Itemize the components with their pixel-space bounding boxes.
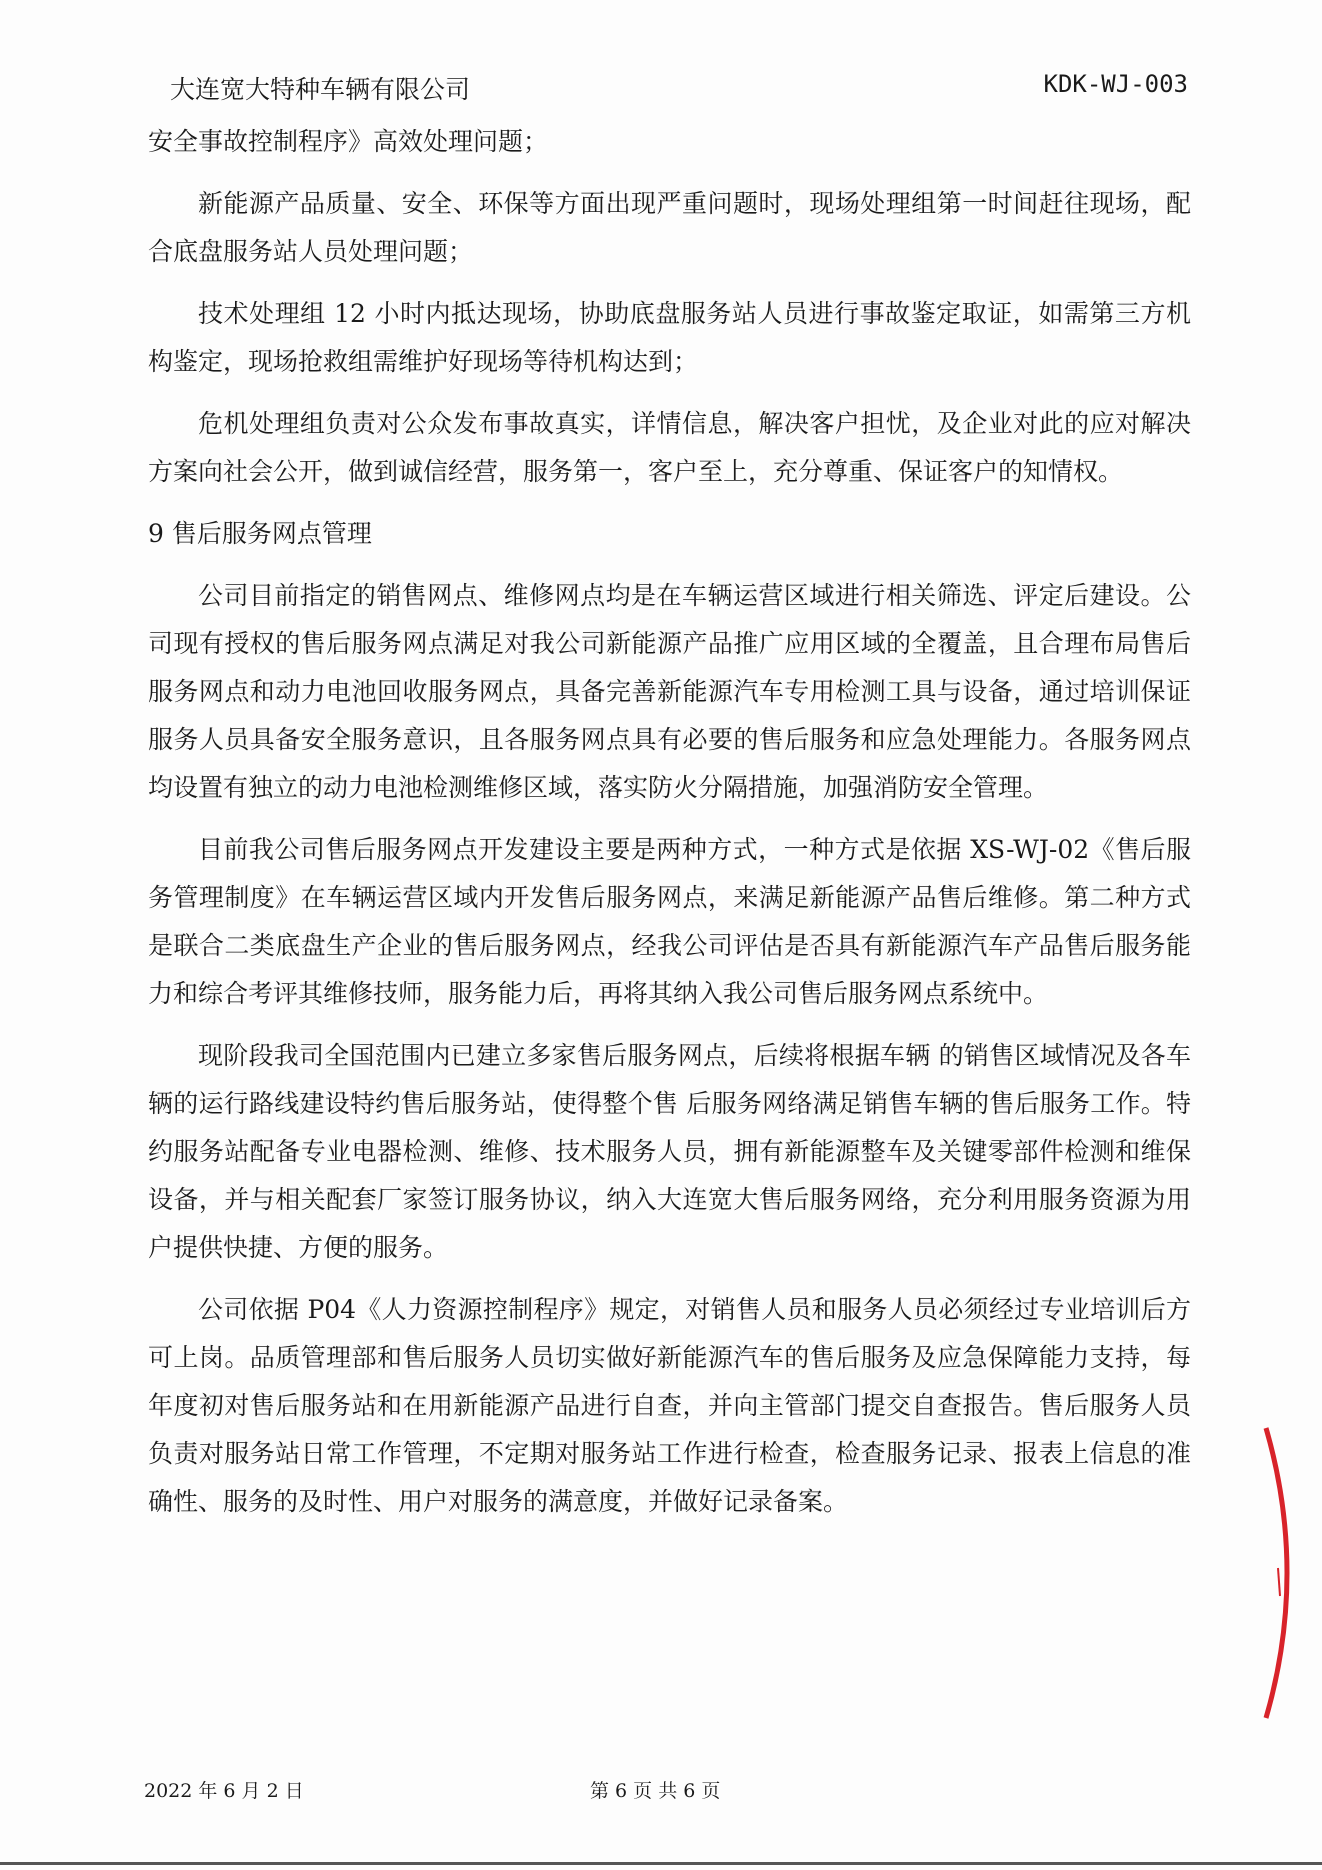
paragraph-current-stage: 现阶段我司全国范围内已建立多家售后服务网点，后续将根据车辆 的销售区域情况及各车辆的运行路线建设特约售后服务站，使得整个售 后服务网络满足销售车辆的售后服务工作。特约服务站配备专业电器检测、维修、技术服务人员，拥有新能源整车及关键零部件检测和维保设备，并与相关配套厂家签订服务协议，纳入大连宽大售后服务网络，充分利用服务资源为用户提供快捷、方便的服务。 — [148, 1041, 1191, 1262]
document-code: KDK-WJ-003 — [1043, 70, 1188, 98]
document-body — [148, 118, 1191, 1540]
paragraph-crisis-handling: 危机处理组负责对公众发布事故真实，详情信息，解决客户担忧，及企业对此的应对解决方案向社会公开，做到诚信经营，服务第一，客户至上，充分尊重、保证客户的知情权。 — [148, 409, 1191, 486]
paragraph-staff-training: 公司依据 P04《人力资源控制程序》规定，对销售人员和服务人员必须经过专业培训后方可上岗。品质管理部和售后服务人员切实做好新能源汽车的售后服务及应急保障能力支持，每年度初对售后服务站和在用新能源产品进行自查，并向主管部门提交自查报告。售后服务人员负责对服务站日常工作管理，不定期对服务站工作进行检查，检查服务记录、报表上信息的准确性、服务的及时性、用户对服务的满意度，并做好记录备案。 — [148, 1295, 1191, 1516]
page-header — [0, 70, 1322, 110]
seal-stamp-edge — [1262, 1418, 1322, 1728]
paragraph-technical-handling: 技术处理组 12 小时内抵达现场，协助底盘服务站人员进行事故鉴定取证，如需第三方机构鉴定，现场抢救组需维护好现场等待机构达到； — [148, 299, 1191, 376]
page-number: 第 6 页 共 6 页 — [590, 1780, 721, 1802]
paragraph-onsite-handling: 新能源产品质量、安全、环保等方面出现严重问题时，现场处理组第一时间赶往现场，配合底盘服务站人员处理问题； — [148, 189, 1191, 266]
company-name: 大连宽大特种车辆有限公司 — [170, 75, 471, 104]
document-date: 2022 年 6 月 2 日 — [144, 1780, 304, 1802]
paragraph-network-construction: 目前我公司售后服务网点开发建设主要是两种方式，一种方式是依据 XS-WJ-02《售后服务管理制度》在车辆运营区域内开发售后服务网点，来满足新能源产品售后维修。第二种方式是联合二类底盘生产企业的售后服务网点，经我公司评估是否具有新能源汽车产品售后服务能力和综合考评其维修技师，服务能力后，再将其纳入我公司售后服务网点系统中。 — [148, 835, 1191, 1008]
bottom-rule — [0, 1862, 1322, 1865]
paragraph-service-network: 公司目前指定的销售网点、维修网点均是在车辆运营区域进行相关筛选、评定后建设。公司现有授权的售后服务网点满足对我公司新能源产品推广应用区域的全覆盖，且合理布局售后服务网点和动力电池回收服务网点，具备完善新能源汽车专用检测工具与设备，通过培训保证服务人员具备安全服务意识，且各服务网点具有必要的售后服务和应急处理能力。各服务网点均设置有独立的动力电池检测维修区域，落实防火分隔措施，加强消防安全管理。 — [148, 581, 1191, 802]
section-heading: 9 售后服务网点管理 — [148, 519, 372, 548]
paragraph-continuation: 安全事故控制程序》高效处理问题； — [148, 127, 549, 156]
